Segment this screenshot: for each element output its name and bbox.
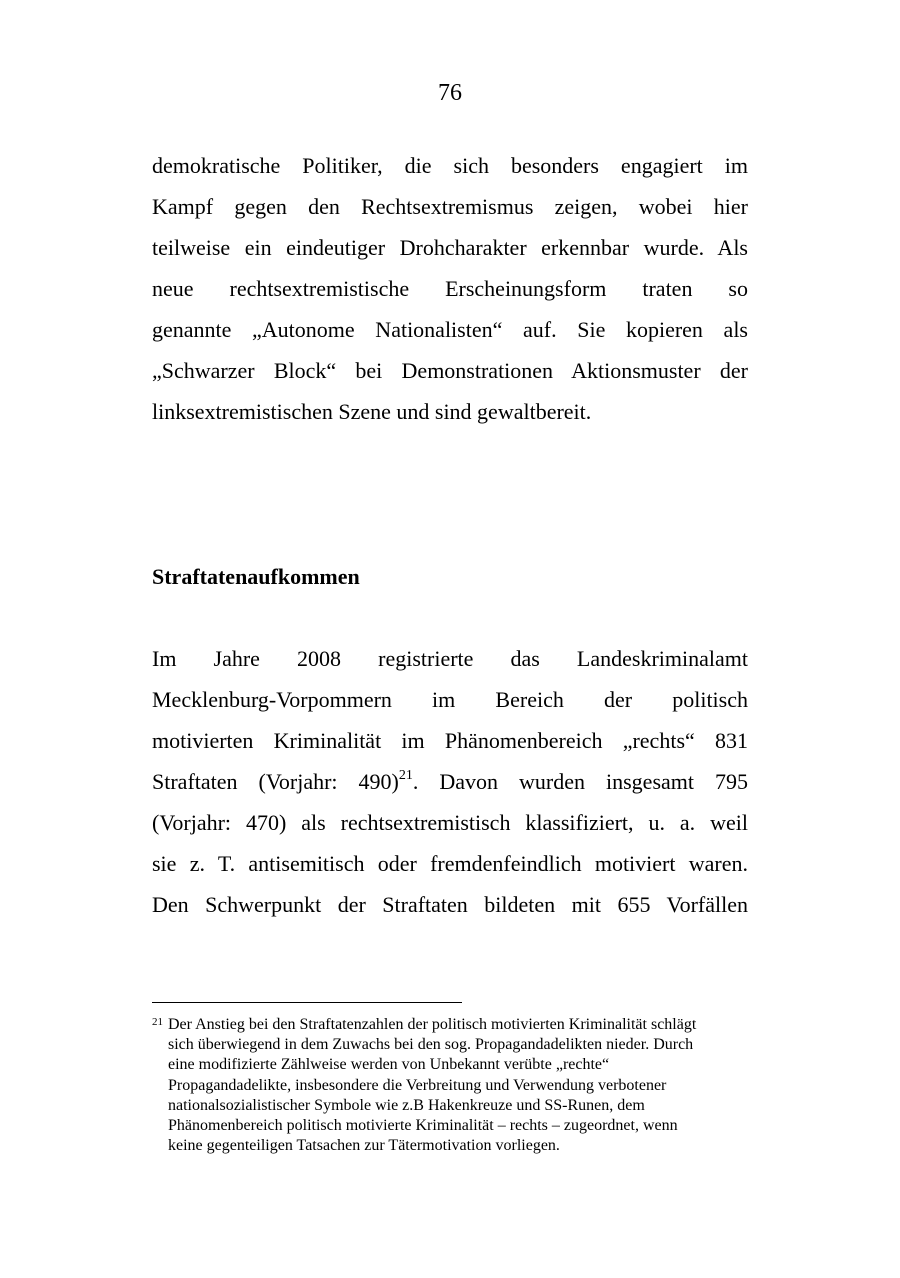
paragraph-line-with-footnote-ref — [152, 761, 748, 802]
footnote-line: sich überwiegend in dem Zuwachs bei den sog. Propagandadelikten nieder. Durch — [168, 1036, 694, 1054]
paragraph-line: Mecklenburg-Vorpommern im Bereich der politisch — [152, 687, 748, 712]
paragraph-line: genannte „Autonome Nationalisten“ auf. Sie kopieren als — [152, 317, 748, 342]
footnote-separator — [152, 1002, 462, 1003]
paragraph-line: linksextremistischen Szene und sind gewaltbereit. — [152, 399, 592, 424]
paragraph-line: sie z. T. antisemitisch oder fremdenfeindlich motiviert waren. — [152, 851, 748, 876]
paragraph-line: motivierten Kriminalität im Phänomenbereich „rechts“ 831 — [152, 728, 748, 753]
paragraph-line: teilweise ein eindeutiger Drohcharakter erkennbar wurde. Als — [152, 235, 748, 260]
paragraph-line: (Vorjahr: 470) als rechtsextremistisch klassifiziert, u. a. weil — [152, 810, 748, 835]
paragraph-line: demokratische Politiker, die sich besonders engagiert im — [152, 153, 748, 178]
paragraph-line: neue rechtsextremistische Erscheinungsform traten so — [152, 276, 748, 301]
footnote-21 — [152, 1015, 752, 1156]
footnote-line: keine gegenteiligen Tatsachen zur Tätermotivation vorliegen. — [168, 1137, 560, 1155]
footnote-line: eine modifizierte Zählweise werden von Unbekannt verübte „rechte“ — [168, 1056, 610, 1074]
paragraph-line: Den Schwerpunkt der Straftaten bildeten mit 655 Vorfällen — [152, 892, 748, 917]
page-number: 76 — [438, 80, 462, 106]
body-paragraph-2 — [152, 638, 748, 925]
paragraph-text: Straftaten (Vorjahr: 490) — [152, 769, 399, 794]
footnote-reference[interactable]: 21 — [398, 767, 413, 783]
paragraph-line: Im Jahre 2008 registrierte das Landeskriminalamt — [152, 646, 748, 671]
body-paragraph-1 — [152, 145, 748, 432]
footnote-line: nationalsozialistischer Symbole wie z.B Hakenkreuze und SS-Runen, dem — [168, 1096, 645, 1114]
footnote-line: Propagandadelikte, insbesondere die Verbreitung und Verwendung verbotener — [168, 1076, 667, 1094]
footnote-line: Der Anstieg bei den Straftatenzahlen der politisch motivierten Kriminalität schlägt — [168, 1016, 697, 1033]
paragraph-text: . Davon wurden insgesamt 795 — [412, 769, 748, 794]
paragraph-line: Kampf gegen den Rechtsextremismus zeigen, wobei hier — [152, 194, 748, 219]
footnote-line: Phänomenbereich politisch motivierte Kriminalität – rechts – zugeordnet, wenn — [168, 1117, 678, 1135]
footnote-mark: 21 — [152, 1016, 163, 1028]
paragraph-line: „Schwarzer Block“ bei Demonstrationen Aktionsmuster der — [152, 358, 748, 383]
section-heading: Straftatenaufkommen — [152, 564, 360, 589]
